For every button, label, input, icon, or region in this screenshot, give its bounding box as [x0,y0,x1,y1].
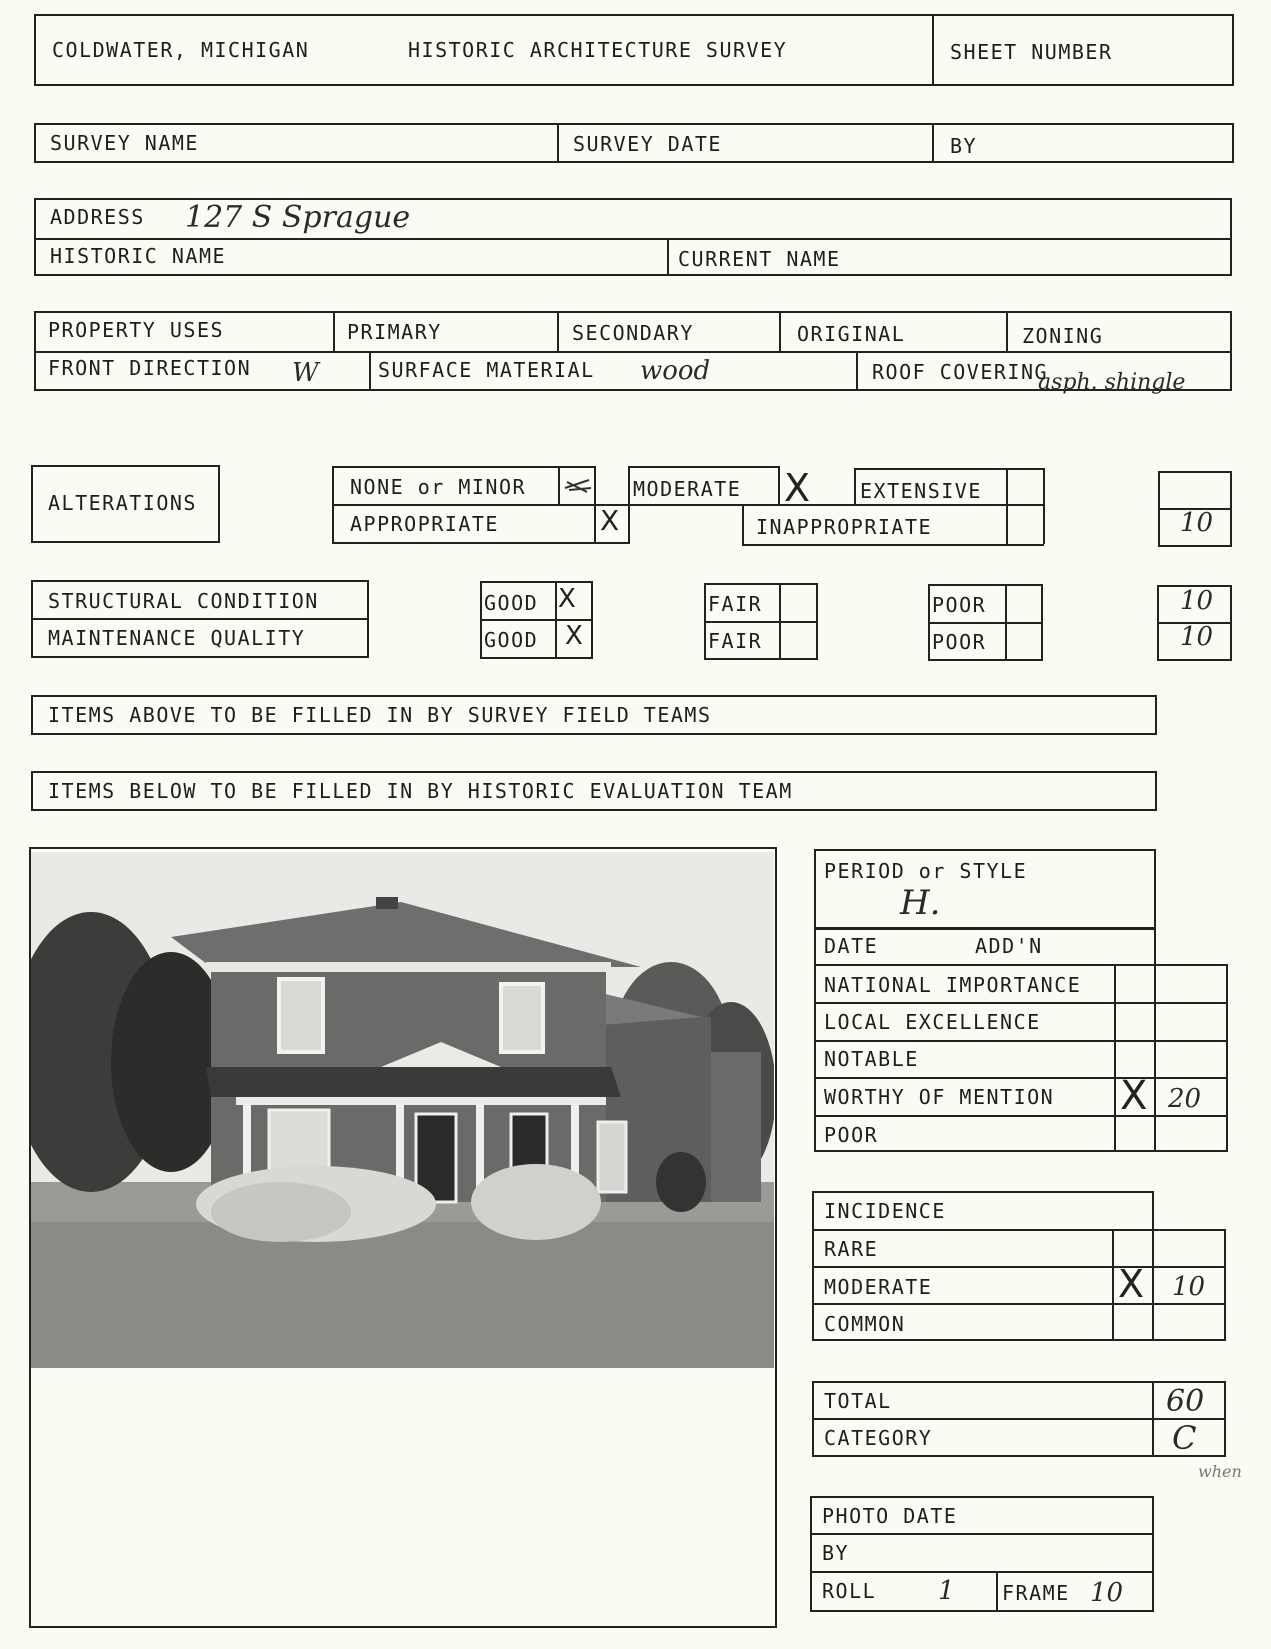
importance-col-2 [1154,964,1156,1152]
photographer-by-label: BY [822,1541,850,1565]
zoning-label: ZONING [1022,324,1104,348]
address-value: 127 S Sprague [185,200,411,235]
field-teams-note: ITEMS ABOVE TO BE FILLED IN BY SURVEY FIELD TEAMS [48,703,712,727]
alt-top-1 [332,466,594,468]
surface-divider [856,351,858,391]
maintenance-score: 10 [1180,622,1214,652]
category-value: C [1172,1419,1197,1457]
maintenance-good-mark: X [565,621,583,651]
worthy-of-mention-label: WORTHY OF MENTION [824,1085,1055,1109]
category-label: CATEGORY [824,1426,933,1450]
incidence-col-2 [1152,1229,1154,1341]
survey-divider-1 [557,123,559,163]
structural-good-label: GOOD [484,591,539,615]
extensive-label: EXTENSIVE [860,479,982,503]
maintenance-quality-label: MAINTENANCE QUALITY [48,626,306,650]
house-photo [31,852,774,1368]
survey-title: HISTORIC ARCHITECTURE SURVEY [408,38,788,62]
rare-label: RARE [824,1237,879,1261]
frame-label: FRAME [1002,1581,1070,1605]
front-dir-divider [369,351,371,391]
alt-v2 [558,466,560,504]
surveyor-by-label: BY [950,134,978,158]
alt-v5 [778,466,780,504]
name-divider [667,238,669,276]
maintenance-fair-label: FAIR [708,629,763,653]
appropriate-label: APPROPRIATE [350,512,499,536]
condition-label-divider [31,618,369,620]
roof-covering-value: asph. shingle [1038,370,1186,395]
survey-date-label: SURVEY DATE [573,132,722,156]
alt-bottom-2 [742,544,1044,546]
property-divider [34,351,1232,353]
photo-info-row-1 [810,1533,1154,1535]
historic-name-label: HISTORIC NAME [50,244,227,268]
roll-label: ROLL [822,1579,877,1603]
alt-v1 [332,466,334,544]
structural-fair-label: FAIR [708,592,763,616]
secondary-label: SECONDARY [572,321,694,345]
alterations-moderate-mark: X [784,466,811,510]
current-name-label: CURRENT NAME [678,247,841,271]
totals-col [1152,1381,1154,1457]
address-label: ADDRESS [50,205,145,229]
scribble-mark-icon [563,474,593,498]
incidence-moderate-score: 10 [1172,1272,1206,1302]
property-col-1 [333,311,335,351]
structural-condition-label: STRUCTURAL CONDITION [48,589,319,613]
period-style-label: PERIOD or STYLE [824,859,1028,883]
property-col-4 [1006,311,1008,351]
worthy-mark: X [1120,1073,1148,1119]
none-minor-label: NONE or MINOR [350,475,527,499]
structural-good-mark: X [558,584,576,614]
importance-row-3 [814,1077,1228,1079]
alt-bottom [332,542,628,544]
poor-col [1005,584,1007,661]
importance-col-1 [1114,964,1116,1152]
maintenance-poor-label: POOR [932,630,987,654]
front-direction-label: FRONT DIRECTION [48,356,252,380]
structural-score: 10 [1180,586,1214,616]
date-label: DATE [824,934,879,958]
alt-mid [332,504,1044,506]
incidence-col-1 [1112,1229,1114,1341]
roof-covering-label: ROOF COVERING [872,360,1049,384]
photo-info-row-2 [810,1571,1154,1573]
incidence-moderate-mark: X [1118,1262,1145,1306]
importance-row-4 [814,1115,1228,1117]
primary-label: PRIMARY [347,320,442,344]
roll-frame-divider [996,1571,998,1612]
alt-v6 [742,504,744,544]
incidence-row-1 [812,1266,1226,1268]
incidence-row-2 [812,1303,1226,1305]
national-importance-label: NATIONAL IMPORTANCE [824,973,1082,997]
alt-v9 [1043,468,1045,544]
incidence-label: INCIDENCE [824,1199,946,1223]
poor-divider [928,622,1043,624]
totals-divider [812,1418,1226,1420]
importance-row-2 [814,1040,1228,1042]
moderate-label: MODERATE [633,477,742,501]
property-col-2 [557,311,559,351]
none-minor-mark [563,474,591,498]
front-direction-value: W [292,358,319,388]
original-label: ORIGINAL [797,322,906,346]
total-value: 60 [1166,1384,1205,1419]
poor-rating-label: POOR [824,1123,879,1147]
alt-top-3 [854,468,1044,470]
fair-divider [704,621,818,623]
surface-material-label: SURFACE MATERIAL [378,358,595,382]
total-label: TOTAL [824,1389,892,1413]
alt-v4 [628,466,630,544]
alt-v7 [854,468,856,504]
address-divider [34,238,1232,240]
property-col-3 [779,311,781,351]
location-label: COLDWATER, MICHIGAN [52,38,310,62]
fair-col [779,583,781,660]
alt-v3 [594,466,596,544]
alt-top-2 [628,466,778,468]
survey-name-label: SURVEY NAME [50,131,199,155]
sheet-number-label: SHEET NUMBER [950,40,1113,64]
maintenance-good-label: GOOD [484,628,539,652]
common-label: COMMON [824,1312,906,1336]
header-divider [932,14,934,86]
appropriate-mark: X [600,504,620,537]
alterations-label: ALTERATIONS [48,491,197,515]
property-uses-label: PROPERTY USES [48,318,225,342]
notable-label: NOTABLE [824,1047,919,1071]
incidence-moderate-label: MODERATE [824,1275,933,1299]
local-excellence-label: LOCAL EXCELLENCE [824,1010,1041,1034]
importance-row-1 [814,1002,1228,1004]
survey-divider-2 [932,123,934,163]
addn-label: ADD'N [975,934,1043,958]
structural-poor-label: POOR [932,593,987,617]
frame-value: 10 [1090,1578,1124,1608]
alt-v8 [1006,468,1008,544]
alterations-score: 10 [1180,508,1214,538]
margin-note: when [1198,1462,1242,1481]
evaluation-team-note: ITEMS BELOW TO BE FILLED IN BY HISTORIC EVALUATION TEAM [48,779,793,803]
period-style-value: H. [900,883,941,923]
roll-value: 1 [938,1576,955,1606]
good-col [555,581,557,659]
surface-material-value: wood [640,356,711,386]
house-photo-image [31,852,774,1368]
worthy-score: 20 [1168,1084,1202,1114]
photo-date-label: PHOTO DATE [822,1504,958,1528]
inappropriate-label: INAPPROPRIATE [756,515,933,539]
